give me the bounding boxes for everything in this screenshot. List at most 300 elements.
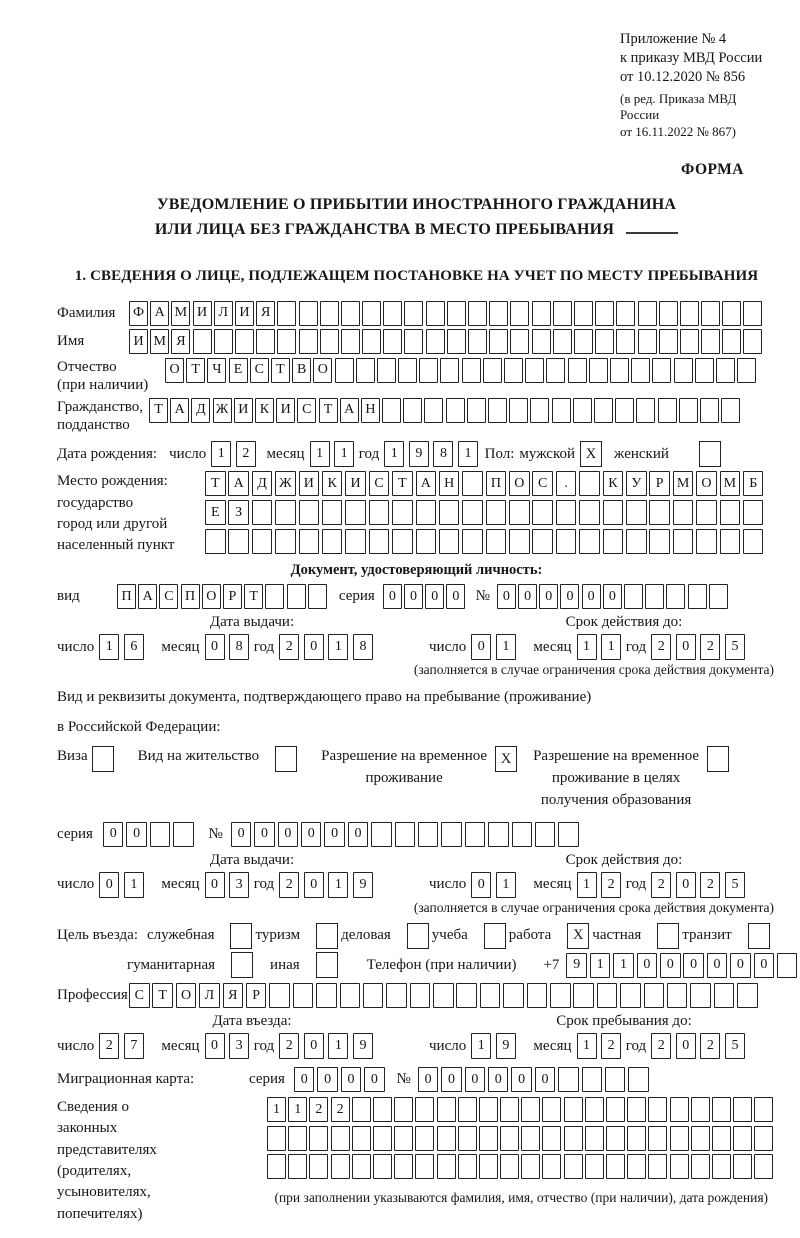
char-cell[interactable] (695, 358, 714, 383)
char-cell[interactable] (721, 398, 740, 423)
char-cell[interactable]: Я (223, 983, 244, 1008)
entry-day-cells[interactable] (99, 1033, 148, 1059)
char-cell[interactable] (509, 398, 528, 423)
char-cell[interactable] (737, 358, 756, 383)
entry-year-cells[interactable] (279, 1033, 377, 1059)
char-cell[interactable] (720, 500, 741, 525)
purpose-tourism-checkbox[interactable] (316, 923, 338, 949)
purpose-transit-checkbox[interactable] (748, 923, 770, 949)
char-cell[interactable] (716, 358, 735, 383)
char-cell[interactable]: 2 (279, 634, 299, 660)
char-cell[interactable] (532, 301, 551, 326)
temp-residence-permit-checkbox[interactable]: X (495, 746, 517, 772)
char-cell[interactable] (275, 529, 296, 554)
char-cell[interactable]: О (176, 983, 197, 1008)
char-cell[interactable] (267, 1126, 286, 1151)
char-cell[interactable]: Я (256, 301, 275, 326)
residence-issue-day-cells[interactable] (99, 872, 148, 898)
char-cell[interactable]: 9 (566, 953, 587, 978)
char-cell[interactable] (553, 301, 572, 326)
char-cell[interactable]: Т (392, 471, 413, 496)
char-cell[interactable]: Ж (275, 471, 296, 496)
char-cell[interactable]: М (150, 329, 169, 354)
char-cell[interactable] (228, 529, 249, 554)
char-cell[interactable]: 0 (304, 634, 324, 660)
char-cell[interactable] (579, 471, 600, 496)
char-cell[interactable] (521, 1126, 540, 1151)
char-cell[interactable] (415, 1154, 434, 1179)
char-cell[interactable] (440, 358, 459, 383)
char-cell[interactable] (652, 358, 671, 383)
char-cell[interactable] (322, 529, 343, 554)
char-cell[interactable] (616, 329, 635, 354)
char-cell[interactable]: М (720, 471, 741, 496)
char-cell[interactable] (691, 1154, 710, 1179)
birth-place-cells-row1[interactable] (205, 471, 766, 496)
phone-cells[interactable] (566, 953, 800, 978)
char-cell[interactable] (712, 1154, 731, 1179)
char-cell[interactable]: И (234, 398, 253, 423)
char-cell[interactable] (410, 983, 431, 1008)
char-cell[interactable] (394, 1097, 413, 1122)
char-cell[interactable] (404, 301, 423, 326)
char-cell[interactable]: 2 (331, 1097, 350, 1122)
char-cell[interactable] (525, 358, 544, 383)
char-cell[interactable]: 0 (254, 822, 275, 847)
char-cell[interactable] (486, 500, 507, 525)
char-cell[interactable] (722, 329, 741, 354)
char-cell[interactable]: К (255, 398, 274, 423)
char-cell[interactable] (624, 584, 643, 609)
char-cell[interactable] (733, 1097, 752, 1122)
birth-year-cells[interactable] (384, 441, 482, 467)
char-cell[interactable]: 0 (425, 584, 444, 609)
char-cell[interactable] (479, 1154, 498, 1179)
char-cell[interactable]: 9 (353, 1033, 373, 1059)
char-cell[interactable]: 1 (99, 634, 119, 660)
char-cell[interactable] (556, 500, 577, 525)
expiry-day-cells[interactable] (471, 634, 520, 660)
char-cell[interactable]: 0 (446, 584, 465, 609)
migration-number-cells[interactable] (418, 1067, 652, 1092)
char-cell[interactable] (373, 1097, 392, 1122)
char-cell[interactable]: И (299, 471, 320, 496)
char-cell[interactable]: 9 (353, 872, 373, 898)
char-cell[interactable] (631, 358, 650, 383)
char-cell[interactable] (462, 500, 483, 525)
char-cell[interactable]: Ж (213, 398, 232, 423)
char-cell[interactable]: 1 (267, 1097, 286, 1122)
char-cell[interactable]: Т (319, 398, 338, 423)
char-cell[interactable]: 0 (324, 822, 345, 847)
char-cell[interactable] (636, 398, 655, 423)
char-cell[interactable] (293, 983, 314, 1008)
char-cell[interactable] (649, 529, 670, 554)
purpose-humanitarian-checkbox[interactable] (231, 952, 253, 978)
char-cell[interactable]: 0 (637, 953, 658, 978)
char-cell[interactable] (546, 358, 565, 383)
char-cell[interactable] (447, 329, 466, 354)
stay-month-cells[interactable] (577, 1033, 626, 1059)
char-cell[interactable] (265, 584, 284, 609)
char-cell[interactable]: О (696, 471, 717, 496)
char-cell[interactable] (437, 1097, 456, 1122)
char-cell[interactable]: 2 (700, 634, 720, 660)
char-cell[interactable] (673, 500, 694, 525)
char-cell[interactable] (564, 1154, 583, 1179)
char-cell[interactable] (696, 529, 717, 554)
char-cell[interactable] (722, 301, 741, 326)
char-cell[interactable] (658, 398, 677, 423)
char-cell[interactable] (712, 1097, 731, 1122)
char-cell[interactable]: 0 (301, 822, 322, 847)
char-cell[interactable] (659, 329, 678, 354)
char-cell[interactable] (670, 1097, 689, 1122)
char-cell[interactable] (437, 1154, 456, 1179)
char-cell[interactable]: Н (361, 398, 380, 423)
char-cell[interactable]: С (250, 358, 269, 383)
char-cell[interactable] (392, 529, 413, 554)
char-cell[interactable] (648, 1097, 667, 1122)
char-cell[interactable] (743, 500, 764, 525)
char-cell[interactable] (504, 358, 523, 383)
char-cell[interactable] (446, 398, 465, 423)
char-cell[interactable] (335, 358, 354, 383)
char-cell[interactable] (500, 1097, 519, 1122)
doc-kind-cells[interactable] (117, 584, 329, 609)
char-cell[interactable]: Л (214, 301, 233, 326)
char-cell[interactable] (480, 983, 501, 1008)
residence-issue-month-cells[interactable] (205, 872, 254, 898)
char-cell[interactable] (597, 983, 618, 1008)
char-cell[interactable]: Т (205, 471, 226, 496)
residence-permit-checkbox[interactable] (275, 746, 297, 772)
char-cell[interactable]: 0 (676, 1033, 696, 1059)
char-cell[interactable] (510, 329, 529, 354)
char-cell[interactable] (386, 983, 407, 1008)
char-cell[interactable]: 1 (328, 634, 348, 660)
char-cell[interactable] (277, 301, 296, 326)
char-cell[interactable] (605, 1067, 626, 1092)
purpose-study-checkbox[interactable] (484, 923, 506, 949)
char-cell[interactable]: А (340, 398, 359, 423)
char-cell[interactable]: 0 (471, 872, 491, 898)
char-cell[interactable] (627, 1126, 646, 1151)
char-cell[interactable]: 1 (384, 441, 404, 467)
char-cell[interactable] (433, 983, 454, 1008)
residence-expiry-day-cells[interactable] (471, 872, 520, 898)
first-name-cells[interactable] (129, 329, 765, 354)
purpose-other-checkbox[interactable] (316, 952, 338, 978)
char-cell[interactable]: А (228, 471, 249, 496)
char-cell[interactable] (437, 1126, 456, 1151)
char-cell[interactable] (512, 822, 533, 847)
char-cell[interactable]: 1 (310, 441, 330, 467)
char-cell[interactable]: 1 (590, 953, 611, 978)
sex-male-checkbox[interactable]: X (580, 441, 602, 467)
char-cell[interactable] (714, 983, 735, 1008)
char-cell[interactable] (479, 1097, 498, 1122)
char-cell[interactable]: 8 (353, 634, 373, 660)
char-cell[interactable] (383, 329, 402, 354)
char-cell[interactable]: 0 (497, 584, 516, 609)
char-cell[interactable]: 9 (409, 441, 429, 467)
char-cell[interactable]: 0 (707, 953, 728, 978)
char-cell[interactable] (558, 1067, 579, 1092)
char-cell[interactable] (754, 1126, 773, 1151)
char-cell[interactable]: М (673, 471, 694, 496)
char-cell[interactable] (404, 329, 423, 354)
birth-month-cells[interactable] (310, 441, 359, 467)
char-cell[interactable] (320, 329, 339, 354)
sex-female-checkbox[interactable] (699, 441, 721, 467)
char-cell[interactable] (670, 1126, 689, 1151)
char-cell[interactable]: Е (229, 358, 248, 383)
purpose-private-checkbox[interactable] (657, 923, 679, 949)
char-cell[interactable] (489, 301, 508, 326)
char-cell[interactable] (733, 1154, 752, 1179)
char-cell[interactable]: Т (244, 584, 263, 609)
char-cell[interactable] (345, 529, 366, 554)
char-cell[interactable] (269, 983, 290, 1008)
char-cell[interactable] (589, 358, 608, 383)
residence-expiry-year-cells[interactable] (651, 872, 749, 898)
char-cell[interactable] (542, 1097, 561, 1122)
char-cell[interactable] (267, 1154, 286, 1179)
patronymic-cells[interactable] (165, 358, 758, 383)
char-cell[interactable] (441, 822, 462, 847)
char-cell[interactable] (341, 301, 360, 326)
char-cell[interactable]: 2 (651, 634, 671, 660)
char-cell[interactable] (521, 1097, 540, 1122)
char-cell[interactable] (488, 822, 509, 847)
char-cell[interactable] (489, 329, 508, 354)
char-cell[interactable] (626, 529, 647, 554)
char-cell[interactable] (521, 1154, 540, 1179)
char-cell[interactable]: Я (171, 329, 190, 354)
char-cell[interactable]: 2 (279, 872, 299, 898)
char-cell[interactable] (648, 1126, 667, 1151)
char-cell[interactable] (552, 398, 571, 423)
char-cell[interactable] (465, 822, 486, 847)
char-cell[interactable]: Е (205, 500, 226, 525)
char-cell[interactable]: 1 (328, 872, 348, 898)
char-cell[interactable]: 1 (577, 1033, 597, 1059)
char-cell[interactable] (252, 529, 273, 554)
birth-place-cells-row3[interactable] (205, 529, 766, 554)
char-cell[interactable] (670, 1154, 689, 1179)
char-cell[interactable]: 0 (730, 953, 751, 978)
char-cell[interactable] (424, 398, 443, 423)
char-cell[interactable] (553, 329, 572, 354)
char-cell[interactable] (403, 398, 422, 423)
char-cell[interactable] (701, 301, 720, 326)
char-cell[interactable]: К (603, 471, 624, 496)
char-cell[interactable] (720, 529, 741, 554)
char-cell[interactable] (373, 1154, 392, 1179)
char-cell[interactable] (439, 529, 460, 554)
char-cell[interactable]: Т (152, 983, 173, 1008)
char-cell[interactable] (527, 983, 548, 1008)
char-cell[interactable] (532, 329, 551, 354)
char-cell[interactable]: 0 (205, 872, 225, 898)
char-cell[interactable] (458, 1097, 477, 1122)
char-cell[interactable] (467, 398, 486, 423)
char-cell[interactable]: 0 (205, 1033, 225, 1059)
char-cell[interactable] (701, 329, 720, 354)
char-cell[interactable]: 1 (496, 634, 516, 660)
char-cell[interactable]: С (297, 398, 316, 423)
char-cell[interactable]: 2 (99, 1033, 119, 1059)
char-cell[interactable] (382, 398, 401, 423)
char-cell[interactable]: А (170, 398, 189, 423)
char-cell[interactable]: 0 (683, 953, 704, 978)
char-cell[interactable]: П (181, 584, 200, 609)
char-cell[interactable] (331, 1126, 350, 1151)
char-cell[interactable]: И (129, 329, 148, 354)
char-cell[interactable]: 0 (754, 953, 775, 978)
expiry-year-cells[interactable] (651, 634, 749, 660)
char-cell[interactable]: 7 (124, 1033, 144, 1059)
char-cell[interactable]: С (159, 584, 178, 609)
migration-series-cells[interactable] (294, 1067, 388, 1092)
char-cell[interactable] (628, 1067, 649, 1092)
char-cell[interactable] (392, 500, 413, 525)
char-cell[interactable] (362, 301, 381, 326)
char-cell[interactable]: 0 (441, 1067, 462, 1092)
char-cell[interactable] (362, 329, 381, 354)
char-cell[interactable]: 0 (304, 1033, 324, 1059)
purpose-work-checkbox[interactable]: X (567, 923, 589, 949)
char-cell[interactable] (462, 358, 481, 383)
char-cell[interactable] (486, 529, 507, 554)
char-cell[interactable] (564, 1126, 583, 1151)
char-cell[interactable]: Т (149, 398, 168, 423)
char-cell[interactable] (679, 398, 698, 423)
issue-year-cells[interactable] (279, 634, 377, 660)
char-cell[interactable] (415, 1097, 434, 1122)
char-cell[interactable] (574, 329, 593, 354)
char-cell[interactable] (275, 500, 296, 525)
char-cell[interactable] (568, 358, 587, 383)
char-cell[interactable] (743, 529, 764, 554)
char-cell[interactable] (595, 301, 614, 326)
char-cell[interactable] (256, 329, 275, 354)
char-cell[interactable] (288, 1154, 307, 1179)
char-cell[interactable] (550, 983, 571, 1008)
citizenship-cells[interactable] (149, 398, 742, 423)
char-cell[interactable] (488, 398, 507, 423)
char-cell[interactable] (542, 1154, 561, 1179)
char-cell[interactable] (316, 983, 337, 1008)
char-cell[interactable] (743, 329, 762, 354)
char-cell[interactable]: 0 (676, 872, 696, 898)
char-cell[interactable]: 0 (294, 1067, 315, 1092)
char-cell[interactable]: И (345, 471, 366, 496)
residence-series-cells[interactable] (103, 822, 197, 847)
visa-checkbox[interactable] (92, 746, 114, 772)
char-cell[interactable] (603, 529, 624, 554)
char-cell[interactable]: 0 (317, 1067, 338, 1092)
char-cell[interactable]: 2 (601, 1033, 621, 1059)
char-cell[interactable] (415, 1126, 434, 1151)
char-cell[interactable] (340, 983, 361, 1008)
char-cell[interactable]: 1 (334, 441, 354, 467)
char-cell[interactable]: Л (199, 983, 220, 1008)
char-cell[interactable] (532, 529, 553, 554)
representatives-cells-row2[interactable] (267, 1126, 776, 1151)
char-cell[interactable] (418, 822, 439, 847)
char-cell[interactable] (341, 329, 360, 354)
char-cell[interactable] (309, 1154, 328, 1179)
char-cell[interactable]: 1 (328, 1033, 348, 1059)
char-cell[interactable] (205, 529, 226, 554)
char-cell[interactable] (500, 1126, 519, 1151)
char-cell[interactable]: 0 (126, 822, 147, 847)
char-cell[interactable] (579, 500, 600, 525)
char-cell[interactable] (673, 529, 694, 554)
residence-number-cells[interactable] (231, 822, 582, 847)
char-cell[interactable]: О (165, 358, 184, 383)
char-cell[interactable] (369, 500, 390, 525)
char-cell[interactable] (299, 301, 318, 326)
char-cell[interactable] (371, 822, 392, 847)
char-cell[interactable] (606, 1126, 625, 1151)
char-cell[interactable] (606, 1154, 625, 1179)
char-cell[interactable] (288, 1126, 307, 1151)
char-cell[interactable] (700, 398, 719, 423)
char-cell[interactable]: 1 (577, 872, 597, 898)
char-cell[interactable]: 1 (496, 872, 516, 898)
char-cell[interactable]: Д (252, 471, 273, 496)
char-cell[interactable]: 1 (211, 441, 231, 467)
char-cell[interactable] (616, 301, 635, 326)
char-cell[interactable]: 2 (601, 872, 621, 898)
char-cell[interactable]: 0 (231, 822, 252, 847)
char-cell[interactable] (277, 329, 296, 354)
char-cell[interactable]: 0 (582, 584, 601, 609)
char-cell[interactable]: 0 (404, 584, 423, 609)
char-cell[interactable]: О (313, 358, 332, 383)
char-cell[interactable]: 8 (433, 441, 453, 467)
char-cell[interactable] (299, 529, 320, 554)
char-cell[interactable]: 0 (418, 1067, 439, 1092)
char-cell[interactable]: 1 (124, 872, 144, 898)
char-cell[interactable] (150, 822, 171, 847)
profession-cells[interactable] (129, 983, 761, 1008)
char-cell[interactable]: 2 (651, 872, 671, 898)
char-cell[interactable]: 0 (488, 1067, 509, 1092)
char-cell[interactable] (173, 822, 194, 847)
char-cell[interactable]: 3 (229, 1033, 249, 1059)
char-cell[interactable]: 3 (229, 872, 249, 898)
char-cell[interactable] (287, 584, 306, 609)
char-cell[interactable] (369, 529, 390, 554)
char-cell[interactable] (573, 398, 592, 423)
char-cell[interactable]: 2 (309, 1097, 328, 1122)
doc-series-cells[interactable] (383, 584, 468, 609)
char-cell[interactable] (564, 1097, 583, 1122)
char-cell[interactable] (532, 500, 553, 525)
char-cell[interactable] (754, 1097, 773, 1122)
char-cell[interactable]: 5 (725, 634, 745, 660)
char-cell[interactable] (535, 822, 556, 847)
birth-day-cells[interactable] (211, 441, 260, 467)
doc-number-cells[interactable] (497, 584, 730, 609)
char-cell[interactable] (309, 1126, 328, 1151)
char-cell[interactable]: 1 (288, 1097, 307, 1122)
char-cell[interactable] (299, 329, 318, 354)
